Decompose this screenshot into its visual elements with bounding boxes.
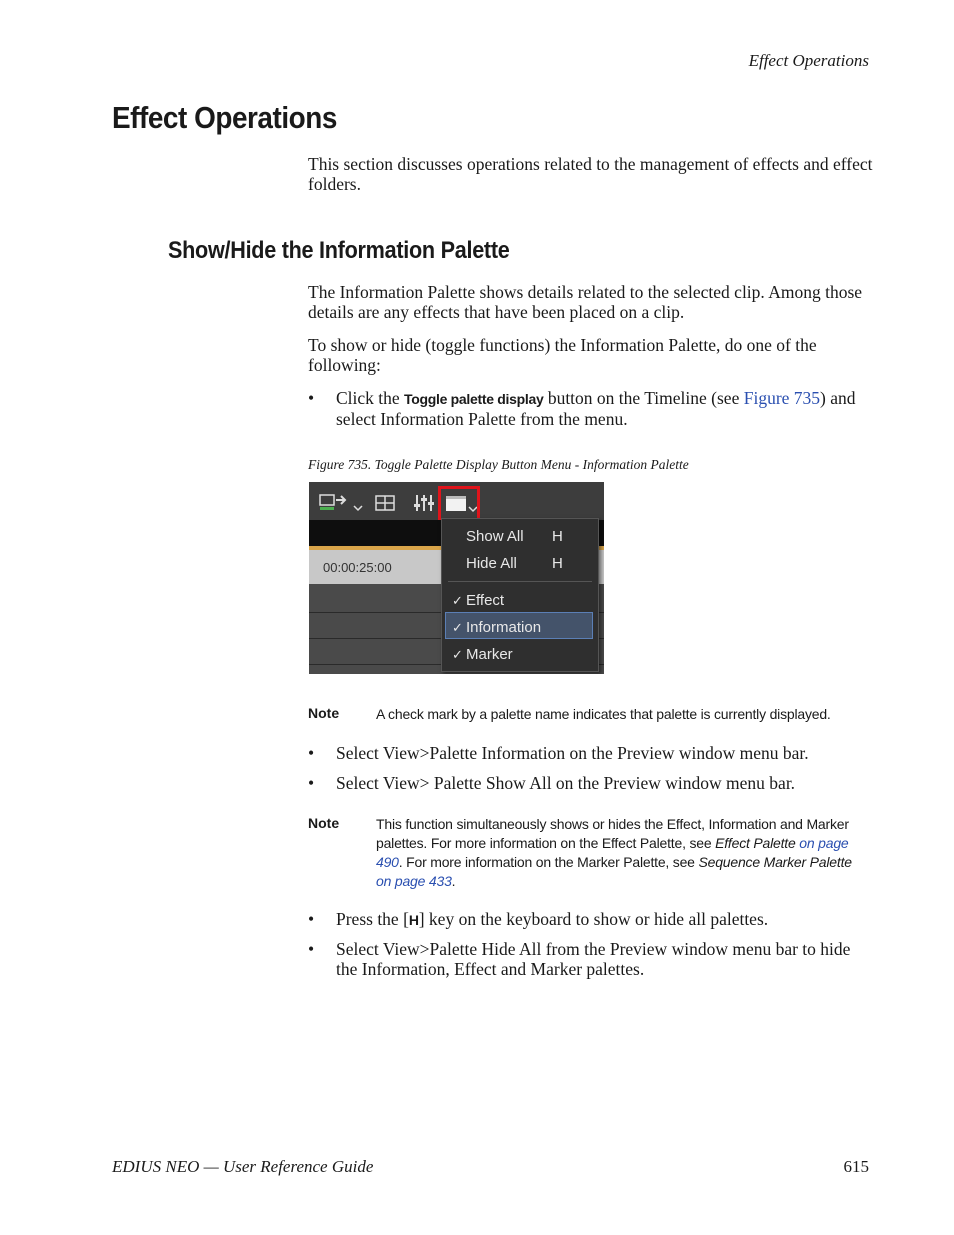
figure-caption: Figure 735. Toggle Palette Display Button Menu - Information Palette bbox=[308, 457, 689, 472]
note-text: This function simultaneously shows or hides the Effect, Information and Marker palettes. For more information on the Effect Palette, see Effect Palette on page 490. For more information on the Marker Palette, see Sequence Marker Palette on page 433. bbox=[376, 816, 852, 889]
layout-grid-icon bbox=[375, 495, 395, 511]
list-item-text: Select View>Palette Information on the Preview window menu bar. bbox=[336, 743, 809, 763]
toggle-palette-menu bbox=[441, 518, 599, 672]
bullet-glyph: • bbox=[308, 773, 315, 793]
subsection-title: Show/Hide the Information Palette bbox=[168, 237, 510, 264]
timecode-label: 00:00:25:00 bbox=[323, 560, 392, 575]
toggle-palette-display-callout bbox=[438, 486, 480, 522]
shortcut-key: H bbox=[552, 528, 563, 545]
page-link[interactable]: on page 433 bbox=[376, 873, 452, 889]
bullet-glyph: • bbox=[308, 939, 315, 959]
check-icon: ✓ bbox=[452, 647, 463, 662]
menu-item-show-all[interactable]: Show All bbox=[466, 528, 524, 545]
bullet-glyph: • bbox=[308, 743, 315, 763]
ui-term: Toggle palette display bbox=[404, 391, 544, 407]
paragraph-2: To show or hide (toggle functions) the Information Palette, do one of the following: bbox=[308, 335, 817, 375]
list-item bbox=[308, 773, 873, 795]
chevron-down-icon bbox=[353, 504, 363, 512]
paragraph-1: The Information Palette shows details related to the selected clip. Among those details are any effects that have been placed on a clip. bbox=[308, 282, 863, 322]
running-header: Effect Operations bbox=[748, 51, 869, 70]
list-item bbox=[308, 743, 873, 765]
menu-item-hide-all[interactable]: Hide All bbox=[466, 555, 517, 572]
list-item-text: Click the Toggle palette display button on the Timeline (see Figure 735) and select Information Palette from the menu. bbox=[336, 388, 856, 429]
list-item-text: Select View>Palette Hide All from the Preview window menu bar to hide the Information, Effect and Marker palettes. bbox=[336, 939, 851, 979]
timeline-mode-icon bbox=[319, 492, 351, 514]
note-label: Note bbox=[308, 705, 340, 721]
figure-screenshot bbox=[309, 482, 604, 674]
note-text: A check mark by a palette name indicates that palette is currently displayed. bbox=[376, 706, 831, 722]
note-label: Note bbox=[308, 815, 340, 831]
intro-paragraph: This section discusses operations related to the management of effects and effect folders. bbox=[308, 154, 873, 194]
list-item-text: Select View> Palette Show All on the Preview window menu bar. bbox=[336, 773, 796, 793]
bullet-glyph: • bbox=[308, 909, 315, 929]
list-item-text: Press the [H] key on the keyboard to show or hide all palettes. bbox=[336, 909, 769, 929]
menu-separator bbox=[448, 581, 592, 582]
footer-guide-title: EDIUS NEO — User Reference Guide bbox=[112, 1157, 374, 1176]
menu-item-effect[interactable]: Effect bbox=[466, 592, 505, 609]
key-label: H bbox=[408, 912, 419, 928]
timeline-toolbar bbox=[309, 482, 604, 520]
figure-link[interactable]: Figure 735 bbox=[743, 388, 821, 408]
page-link[interactable]: on page 490 bbox=[376, 835, 849, 870]
mixer-icon bbox=[413, 493, 435, 513]
list-item bbox=[308, 909, 873, 931]
check-icon: ✓ bbox=[452, 620, 463, 635]
page-title: Effect Operations bbox=[112, 100, 337, 135]
bullet-glyph: • bbox=[308, 388, 315, 408]
shortcut-key: H bbox=[552, 555, 563, 572]
list-item bbox=[308, 939, 873, 981]
menu-item-marker[interactable]: Marker bbox=[466, 646, 513, 663]
check-icon: ✓ bbox=[452, 593, 463, 608]
page-number: 615 bbox=[843, 1157, 869, 1176]
list-item bbox=[308, 388, 873, 430]
menu-item-information[interactable]: Information bbox=[466, 619, 542, 636]
